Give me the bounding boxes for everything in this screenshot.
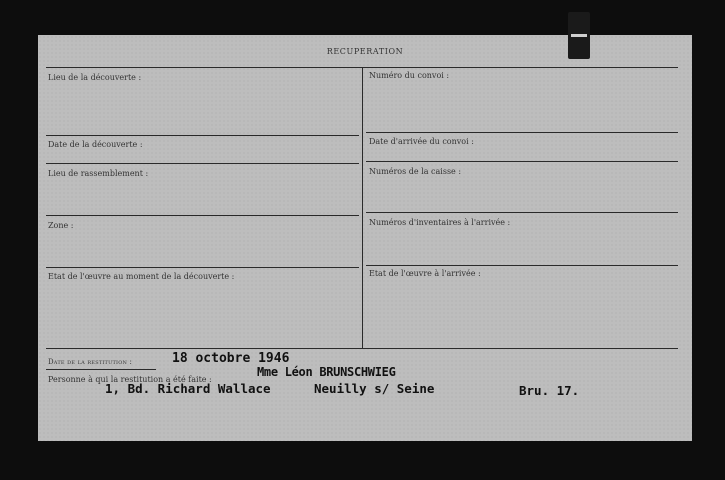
label-date-restitution: Date de la restitution : [48, 358, 133, 366]
label-etat-arrivee: Etat de l'œuvre à l'arrivée : [369, 269, 481, 278]
bottom-section-rule [46, 348, 678, 349]
underline-date-restitution [46, 369, 156, 370]
restitution-date-value: 18 octobre 1946 [172, 351, 290, 366]
label-numero-convoi: Numéro du convoi : [369, 71, 450, 80]
label-zone: Zone : [48, 221, 74, 230]
reference-number: Bru. 17. [519, 383, 580, 398]
card-title: RECUPERATION [326, 47, 404, 56]
label-date-decouverte: Date de la découverte : [48, 140, 143, 149]
restitution-card [38, 35, 692, 441]
rule-right-1 [366, 132, 678, 133]
rule-left-4 [46, 267, 359, 268]
binder-clip [568, 12, 590, 59]
rule-left-3 [46, 215, 359, 216]
recipient-city: Neuilly s/ Seine [314, 381, 435, 396]
label-numeros-inventaires: Numéros d'inventaires à l'arrivée : [369, 218, 511, 227]
rule-right-2 [366, 161, 678, 162]
label-date-arrivee-convoi: Date d'arrivée du convoi : [369, 137, 474, 146]
recipient-address: 1, Bd. Richard Wallace [105, 381, 271, 396]
label-lieu-decouverte: Lieu de la découverte : [48, 73, 142, 82]
label-etat-decouverte: Etat de l'œuvre au moment de la découverte : [48, 272, 235, 281]
rule-right-4 [366, 265, 678, 266]
label-personne-restitution: Personne à qui la restitution a été faite : [48, 375, 212, 384]
recipient-name: Mme Léon BRUNSCHWIEG [257, 365, 396, 379]
rule-left-2 [46, 163, 359, 164]
rule-left-1 [46, 135, 359, 136]
label-numeros-caisse: Numéros de la caisse : [369, 167, 462, 176]
center-divider [362, 67, 363, 348]
rule-right-3 [366, 212, 678, 213]
label-lieu-rassemblement: Lieu de rassemblement : [48, 169, 149, 178]
